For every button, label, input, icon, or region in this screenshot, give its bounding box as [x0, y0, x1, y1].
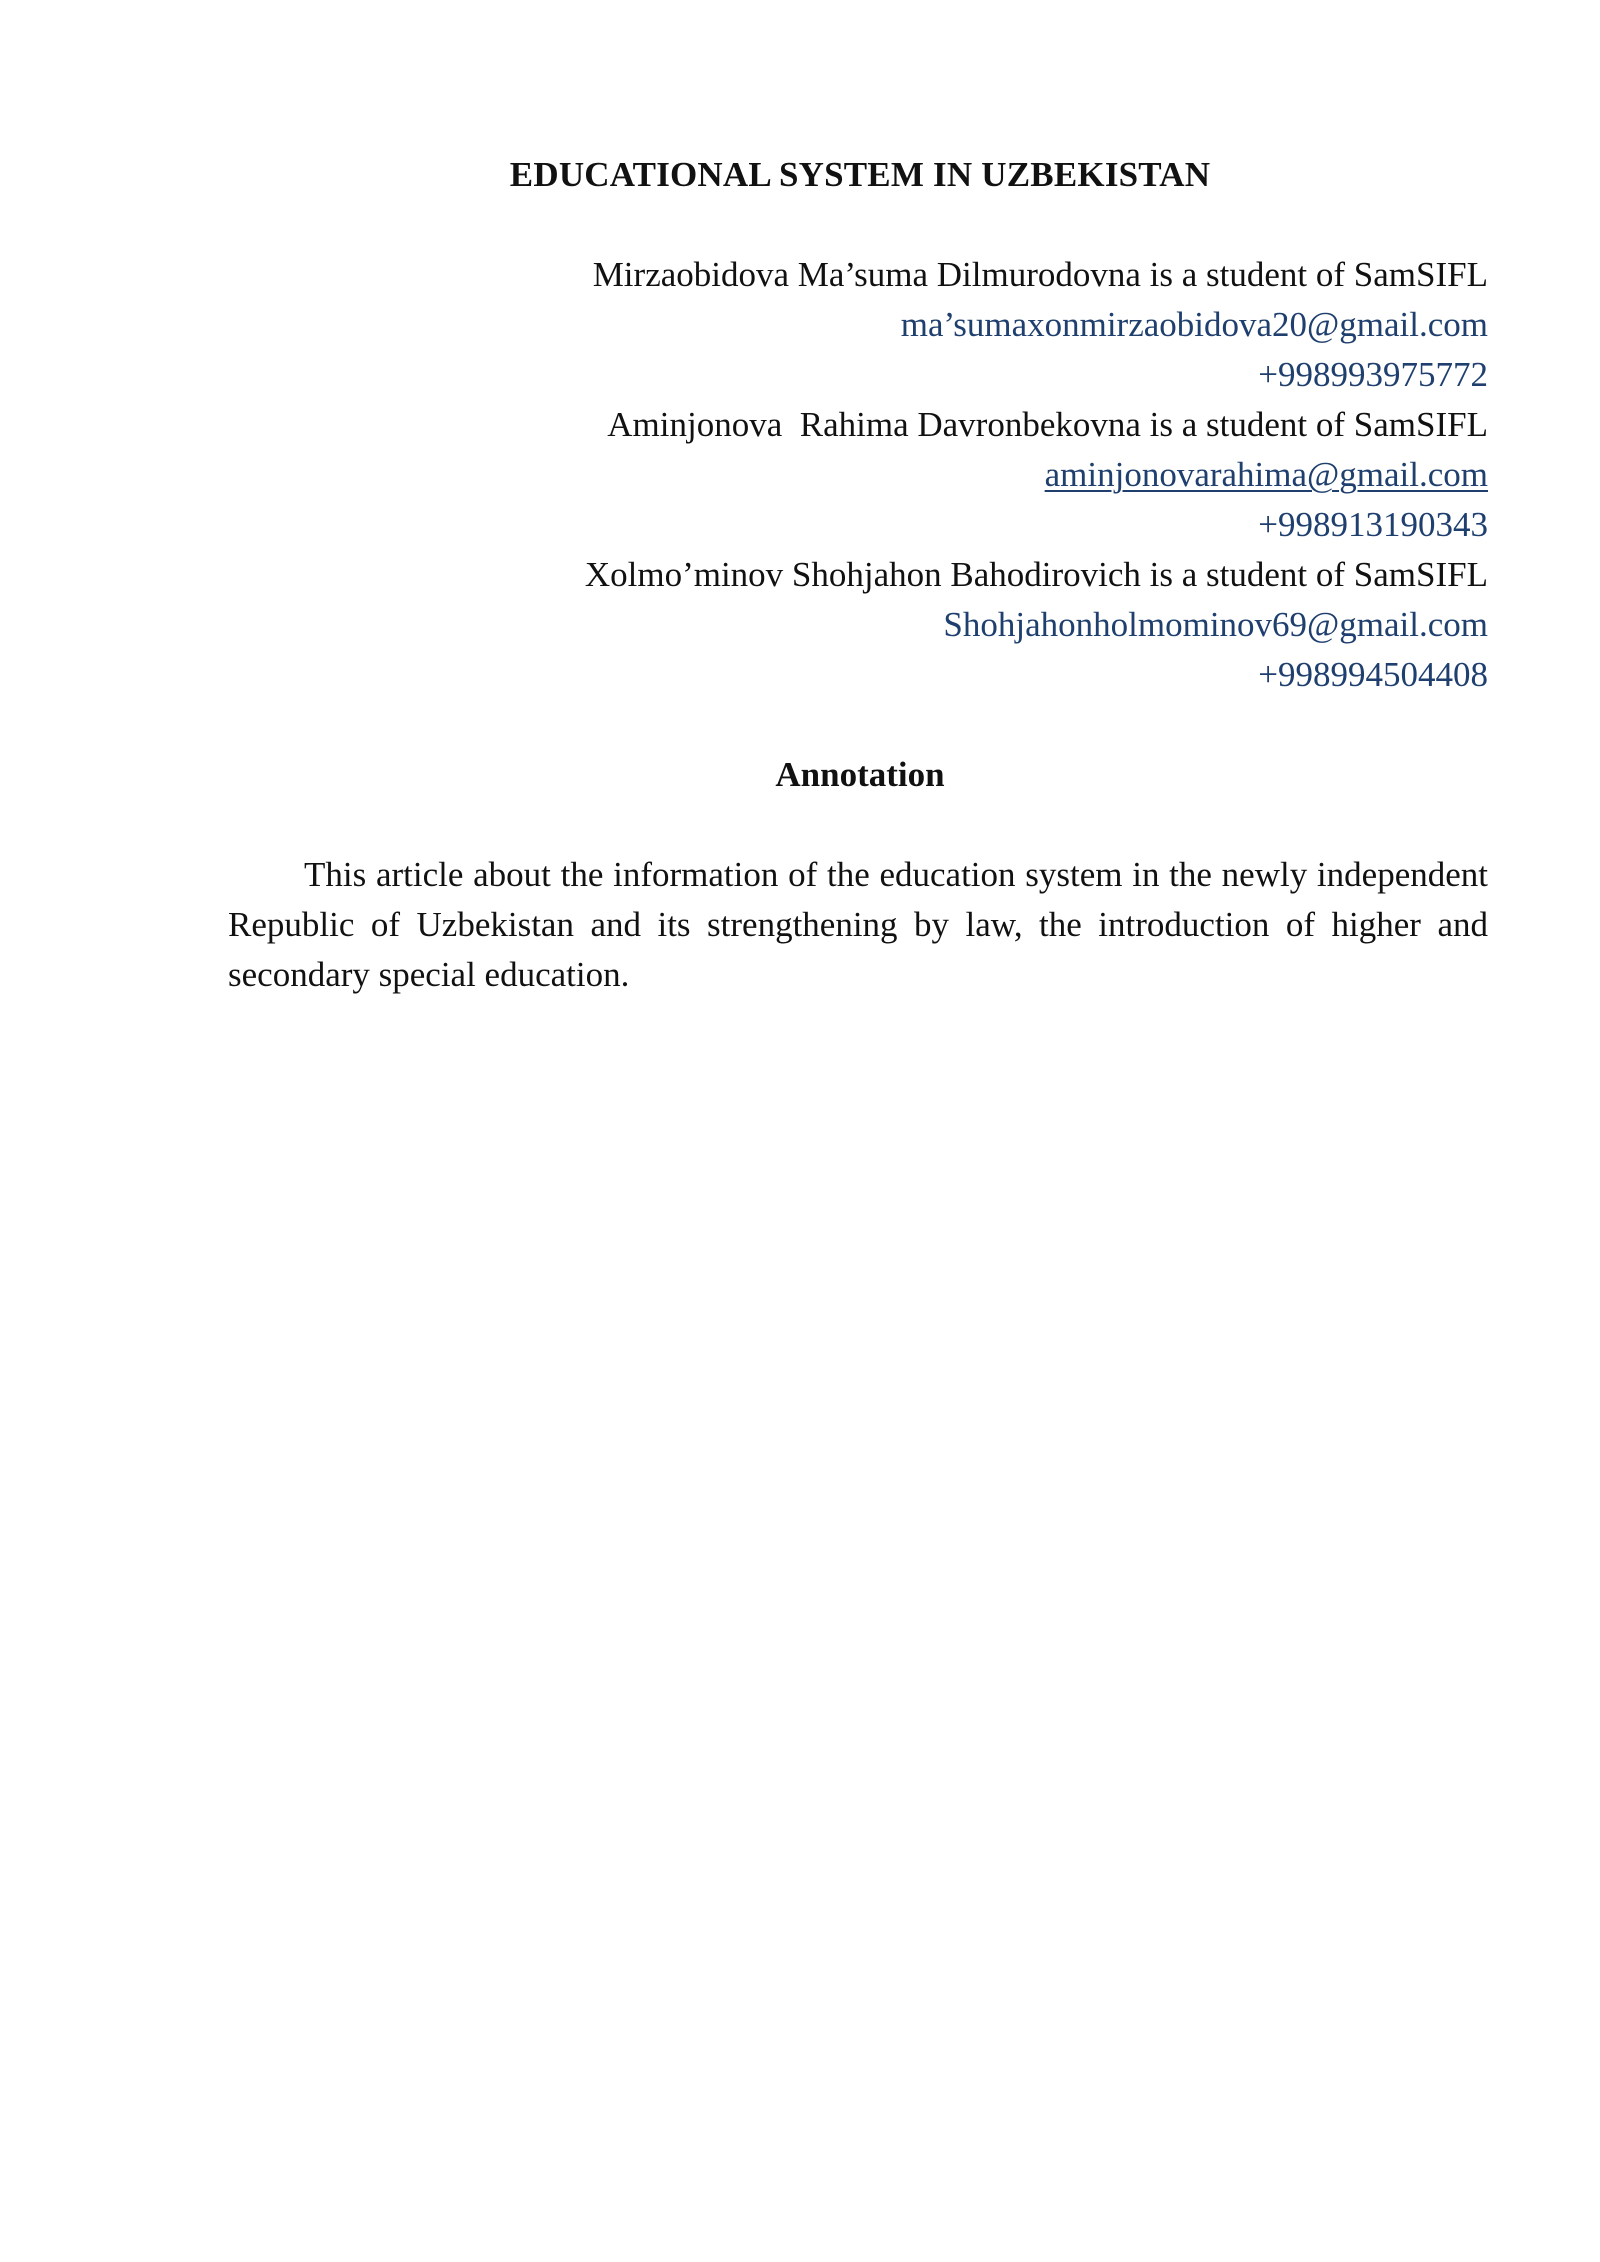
authors-block [388, 250, 1488, 700]
author-1-phone: +998993975772 [1258, 355, 1488, 394]
annotation-paragraph: This article about the information of the education system in the newly independent Republic of Uzbekistan and its strengthening by law, the introduction of higher and secondary special education. [228, 855, 1488, 994]
author-1-email: ma’sumaxonmirzaobidova20@gmail.com [900, 305, 1488, 344]
author-2-name: Aminjonova Rahima Davronbekovna is a student of SamSIFL [607, 405, 1488, 444]
annotation-heading: Annotation [775, 755, 945, 794]
author-1-name: Mirzaobidova Ma’suma Dilmurodovna is a student of SamSIFL [592, 255, 1488, 294]
author-2-phone: +998913190343 [1258, 505, 1488, 544]
author-2-email-link[interactable]: aminjonovarahima@gmail.com [1044, 455, 1488, 494]
author-3-email: Shohjahonholmominov69@gmail.com [943, 605, 1488, 644]
author-3-name: Xolmo’minov Shohjahon Bahodirovich is a student of SamSIFL [584, 555, 1488, 594]
author-3-phone: +998994504408 [1258, 655, 1488, 694]
document-title: EDUCATIONAL SYSTEM IN UZBEKISTAN [509, 155, 1211, 194]
